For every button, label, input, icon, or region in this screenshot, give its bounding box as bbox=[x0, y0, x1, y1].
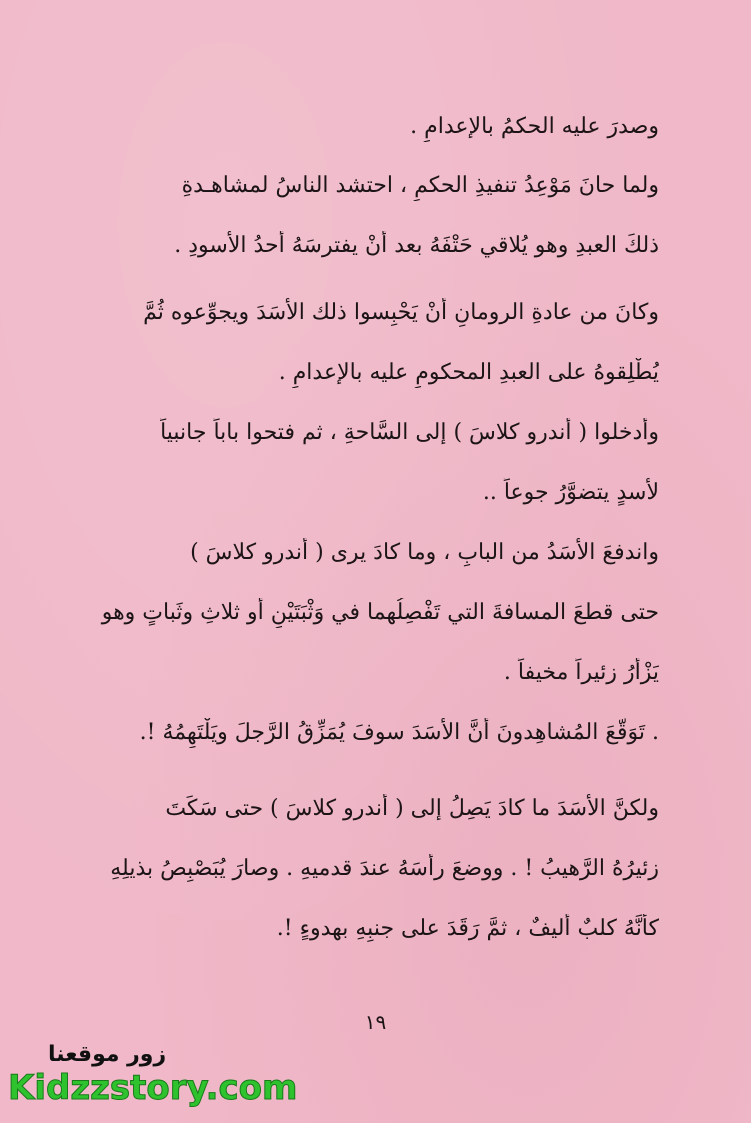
paragraph-5 bbox=[77, 538, 659, 718]
text-line: وصدرَ عليه الحكمُ بالإعدامِ . bbox=[410, 114, 659, 139]
text-line: حتى قطعَ المسافةَ التي تَفْصِلُهما في وَثْبَتَيْنِ أو ثلاثِ وثَباتٍ وهو bbox=[101, 600, 659, 625]
text-line: يُطْلِقوهُ على العبدِ المحكومِ عليه بالإعدامِ . bbox=[278, 360, 659, 385]
text-line: زئيرُهُ الرَّهيبُ ! . ووضعَ رأسَهُ عندَ قدميهِ . وصارَ يُبَصْبِصُ بذيلِهِ bbox=[110, 856, 659, 881]
text-line: واندفعَ الأسَدُ من البابِ ، وما كادَ يرى ( أندرو كلاسَ ) bbox=[190, 540, 659, 565]
text-line: لأسدٍ يتضوَّرُ جوعاً .. bbox=[482, 480, 659, 505]
watermark-site: Kidzzstory.com bbox=[8, 1068, 298, 1108]
paragraph-3 bbox=[77, 298, 659, 418]
text-line: وكانَ من عادةِ الرومانِ أنْ يَحْبِسوا ذلك الأسَدَ ويجوِّعوه ثُمَّ bbox=[143, 300, 659, 325]
text-line: ولما حانَ مَوْعِدُ تنفيذِ الحكمِ ، احتشد الناسُ لمشاهـدةِ bbox=[181, 173, 659, 198]
text-line: . تَوَقَّعَ المُشاهِدونَ أنَّ الأسَدَ سوفَ يُمَزِّقُ الرَّجلَ ويَلْتَهِمُهُ !. bbox=[139, 720, 659, 745]
text-line: يَزْأَرُ زئيراً مخيفاً . bbox=[503, 660, 659, 685]
watermark-arabic: زور موقعنا bbox=[48, 1042, 167, 1067]
text-line: كأنَّهُ كلبٌ أليفٌ ، ثمَّ رَقَدَ على جنبِهِ بهدوءٍ !. bbox=[276, 916, 659, 941]
paragraph-6 bbox=[77, 718, 659, 748]
paragraph-4 bbox=[77, 418, 659, 538]
text-line: ولكنَّ الأسَدَ ما كادَ يَصِلُ إلى ( أندرو كلاسَ ) حتى سَكَتَ bbox=[165, 796, 659, 821]
paragraph-2 bbox=[77, 171, 659, 291]
paragraph-1 bbox=[77, 112, 659, 142]
text-line: وأدخلوا ( أندرو كلاسَ ) إلى السَّاحةِ ، ثم فتحوا باباً جانبياً bbox=[160, 420, 659, 445]
paragraph-7 bbox=[77, 794, 659, 974]
page-number: ١٩ bbox=[364, 1010, 387, 1034]
text-line: ذلكَ العبدِ وهو يُلاقي حَتْفَهُ بعد أنْ يفترسَهُ أحدُ الأسودِ . bbox=[174, 233, 659, 258]
